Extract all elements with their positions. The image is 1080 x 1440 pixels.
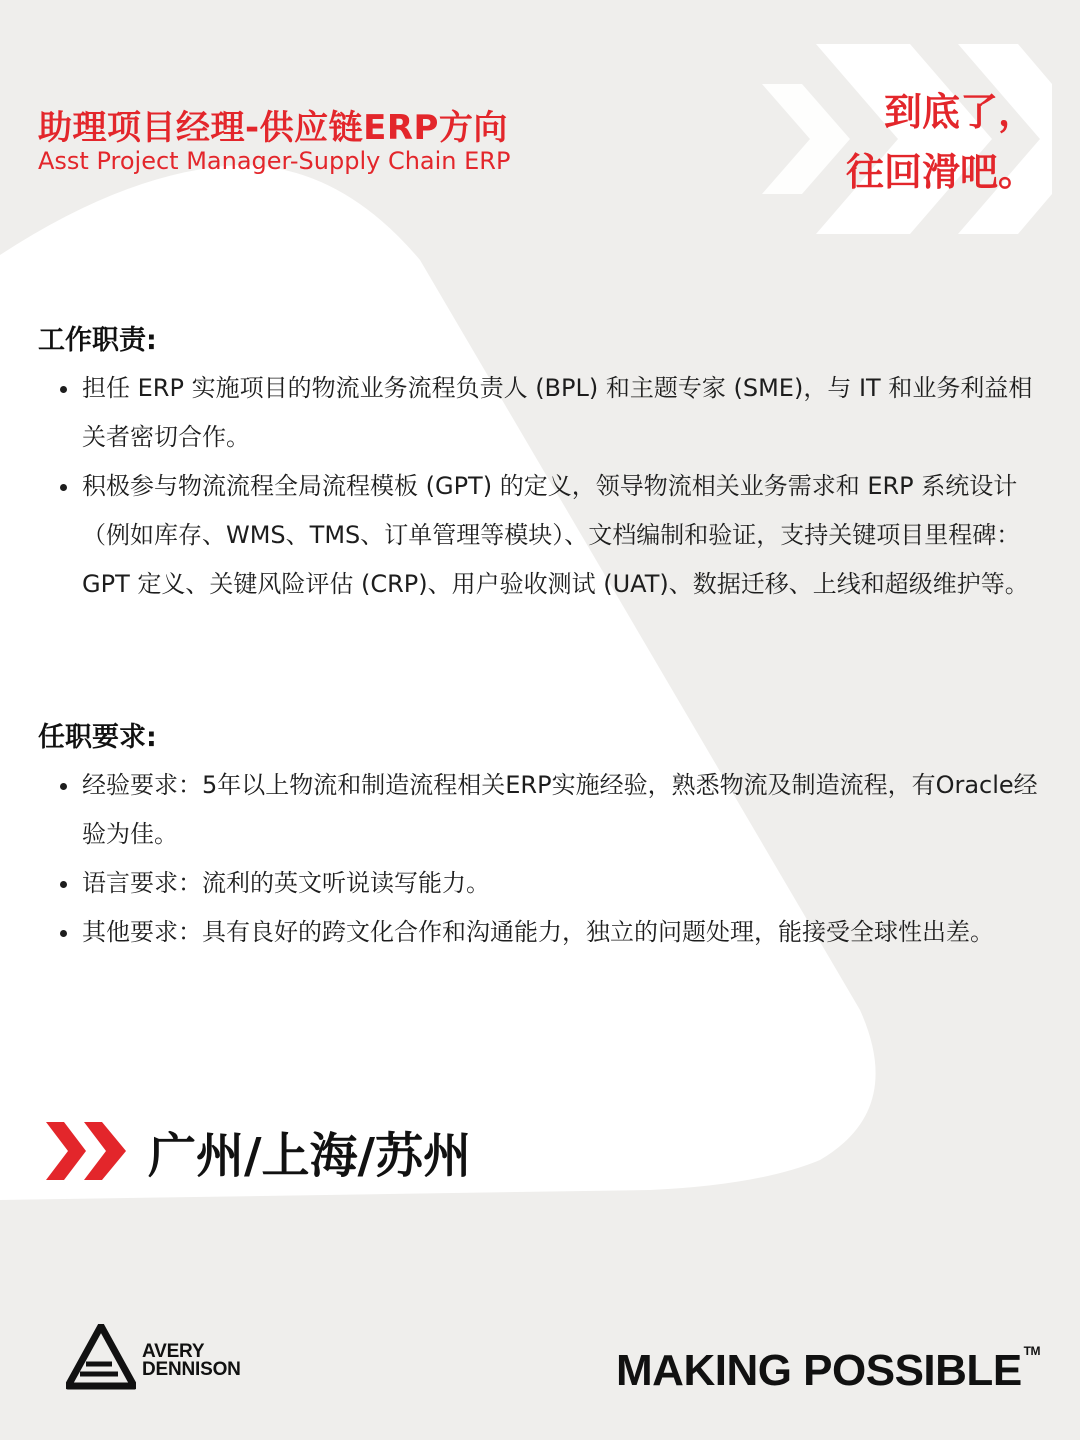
avery-dennison-logo-icon	[66, 1324, 136, 1390]
logo-wordmark	[142, 1343, 241, 1379]
location-row	[46, 1112, 471, 1190]
double-chevron-right-icon	[46, 1122, 128, 1180]
job-title-english: Asst Project Manager-Supply Chain ERP	[38, 147, 511, 175]
slogan-line-2: 往回滑吧。	[845, 150, 1036, 194]
avery-dennison-logo	[66, 1324, 241, 1390]
location-text: 广州/上海/苏州	[148, 1127, 472, 1184]
requirements-list	[58, 761, 1048, 957]
slogan-line-1: 到底了，	[883, 90, 1036, 134]
list-item: 经验要求：5年以上物流和制造流程相关ERP实施经验，熟悉物流及制造流程，有Oracle经验为佳。	[58, 761, 1048, 859]
responsibilities-heading: 工作职责:	[38, 325, 157, 356]
tagline	[616, 1346, 1040, 1396]
logo-line-2: DENNISON	[142, 1359, 241, 1380]
list-item: 担任 ERP 实施项目的物流业务流程负责人 (BPL) 和主题专家 (SME)，与 IT 和业务利益相关者密切合作。	[58, 364, 1048, 462]
job-title-chinese: 助理项目经理-供应链ERP方向	[38, 108, 508, 148]
tagline-text: MAKING POSSIBLE	[616, 1346, 1022, 1395]
requirements-heading: 任职要求:	[38, 722, 157, 753]
list-item: 积极参与物流流程全局流程模板 (GPT) 的定义，领导物流相关业务需求和 ERP 系统设计（例如库存、WMS、TMS、订单管理等模块）、文档编制和验证，支持关键项目里程碑：GPT 定义、关键风险评估 (CRP)、用户验收测试 (UAT)、数据迁移、上线和超级维护等。	[58, 462, 1048, 609]
logo-line-1: AVERY	[142, 1341, 205, 1362]
list-item: 其他要求：具有良好的跨文化合作和沟通能力，独立的问题处理，能接受全球性出差。	[58, 908, 1048, 957]
list-item: 语言要求：流利的英文听说读写能力。	[58, 859, 1048, 908]
trademark-mark: TM	[1023, 1344, 1040, 1358]
scroll-back-slogan	[846, 82, 1036, 202]
responsibilities-list	[58, 364, 1048, 609]
